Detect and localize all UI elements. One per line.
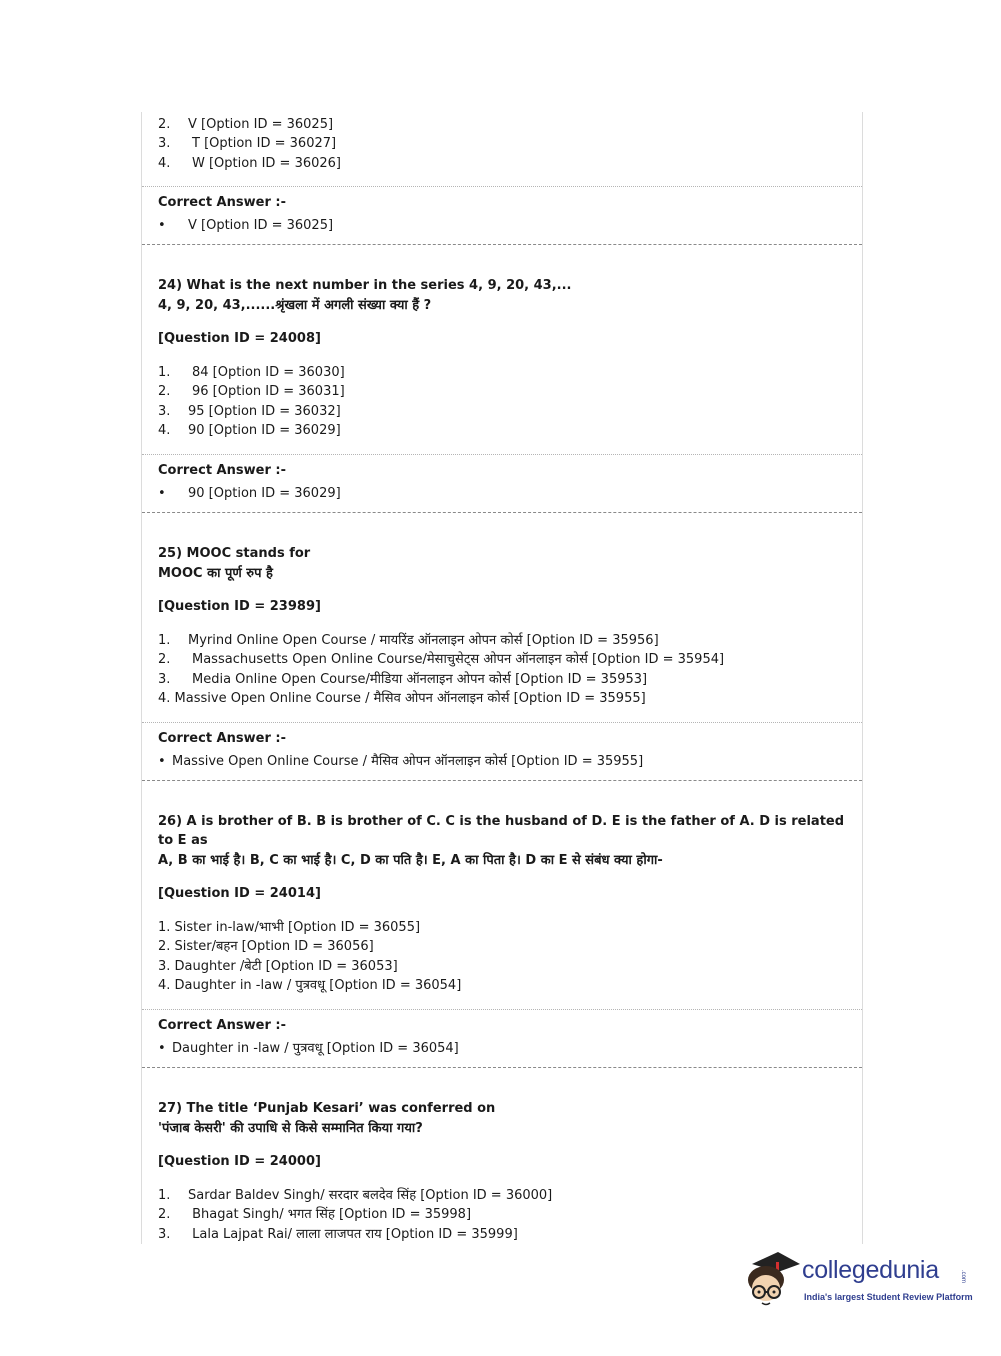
question-id: [Question ID = 24008] [158, 331, 321, 346]
question-text-hi: 'पंजाब केसरी' की उपाधि से किसे सम्मानित किया गया? [158, 1121, 423, 1136]
correct-answer-row: • Massive Open Online Course / मैसिव ओपन ऑनलाइन कोर्स [Option ID = 35955] [158, 754, 644, 769]
question-id: [Question ID = 24000] [158, 1154, 321, 1169]
correct-answer-row: • Daughter in -law / पुत्रवधू [Option ID = 36054] [158, 1041, 459, 1056]
option-row: 3. Lala Lajpat Rai/ लाला लाजपत राय [Option ID = 35999] [158, 1227, 518, 1242]
question-id: [Question ID = 24014] [158, 886, 321, 901]
option-row: 4. Daughter in -law / पुत्रवधू [Option ID = 36054] [158, 978, 462, 993]
option-row: 1. Sardar Baldev Singh/ सरदार बलदेव सिंह [Option ID = 36000] [158, 1188, 553, 1203]
option-row: 2. Bhagat Singh/ भगत सिंह [Option ID = 35998] [158, 1207, 472, 1222]
question-divider [142, 1067, 862, 1068]
brand-name: collegedunia [802, 1256, 939, 1284]
option-row: 3. Media Online Open Course/मीडिया ऑनलाइन ओपन कोर्स [Option ID = 35953] [158, 672, 648, 687]
option-row: 3. Daughter /बेटी [Option ID = 36053] [158, 959, 398, 974]
question-text-hi: 4, 9, 20, 43,......श्रृंखला में अगली संख्या क्या हैं ? [158, 298, 432, 313]
question-text-en: 24) What is the next number in the series 4, 9, 20, 43,... [158, 278, 572, 293]
mascot-icon [742, 1250, 802, 1312]
section-divider [142, 186, 862, 187]
brand-tagline: India's largest Student Review Platform [804, 1292, 973, 1302]
option-row: 3. 95 [Option ID = 36032] [158, 404, 341, 419]
question-divider [142, 244, 862, 245]
correct-answer-row: • 90 [Option ID = 36029] [158, 486, 341, 501]
option-row: 2. 96 [Option ID = 36031] [158, 384, 345, 399]
question-text-en: 26) A is brother of B. B is brother of C. C is the husband of D. E is the father of A. D is related to E as [158, 814, 845, 848]
section-divider [142, 722, 862, 723]
section-divider [142, 454, 862, 455]
option-row: 1. 84 [Option ID = 36030] [158, 365, 345, 380]
question-text-hi: MOOC का पूर्ण रुप है [158, 566, 273, 581]
correct-answer-label: Correct Answer :- [158, 195, 286, 210]
correct-answer-label: Correct Answer :- [158, 1018, 286, 1033]
option-row: 4. 90 [Option ID = 36029] [158, 423, 341, 438]
section-divider [142, 1009, 862, 1010]
correct-answer-label: Correct Answer :- [158, 463, 286, 478]
option-row: 2. Sister/बहन [Option ID = 36056] [158, 939, 374, 954]
option-row: 1. Sister in-law/भाभी [Option ID = 36055] [158, 920, 421, 935]
option-row: 2. Massachusetts Open Online Course/मेसाचुसेट्स ओपन ऑनलाइन कोर्स [Option ID = 35954] [158, 652, 725, 667]
question-text-en: 25) MOOC stands for [158, 546, 311, 561]
option-row: 4. W [Option ID = 36026] [158, 156, 342, 171]
question-text-en: 27) The title ‘Punjab Kesari’ was conferred on [158, 1101, 496, 1116]
option-row: 2. V [Option ID = 36025] [158, 117, 334, 132]
brand-suffix: .com [960, 1270, 966, 1284]
correct-answer-label: Correct Answer :- [158, 731, 286, 746]
option-row: 3. T [Option ID = 36027] [158, 136, 337, 151]
question-divider [142, 780, 862, 781]
document-page [141, 112, 863, 1244]
correct-answer-row: • V [Option ID = 36025] [158, 218, 334, 233]
option-row: 1. Myrind Online Open Course / मायरिंड ऑनलाइन ओपन कोर्स [Option ID = 35956] [158, 633, 659, 648]
collegedunia-logo[interactable] [742, 1250, 972, 1312]
question-divider [142, 512, 862, 513]
question-text-hi: A, B का भाई है। B, C का भाई है। C, D का पति है। E, A का पिता है। D का E से संबंध क्या होगा- [158, 853, 663, 868]
question-id: [Question ID = 23989] [158, 599, 321, 614]
option-row: 4. Massive Open Online Course / मैसिव ओपन ऑनलाइन कोर्स [Option ID = 35955] [158, 691, 646, 706]
